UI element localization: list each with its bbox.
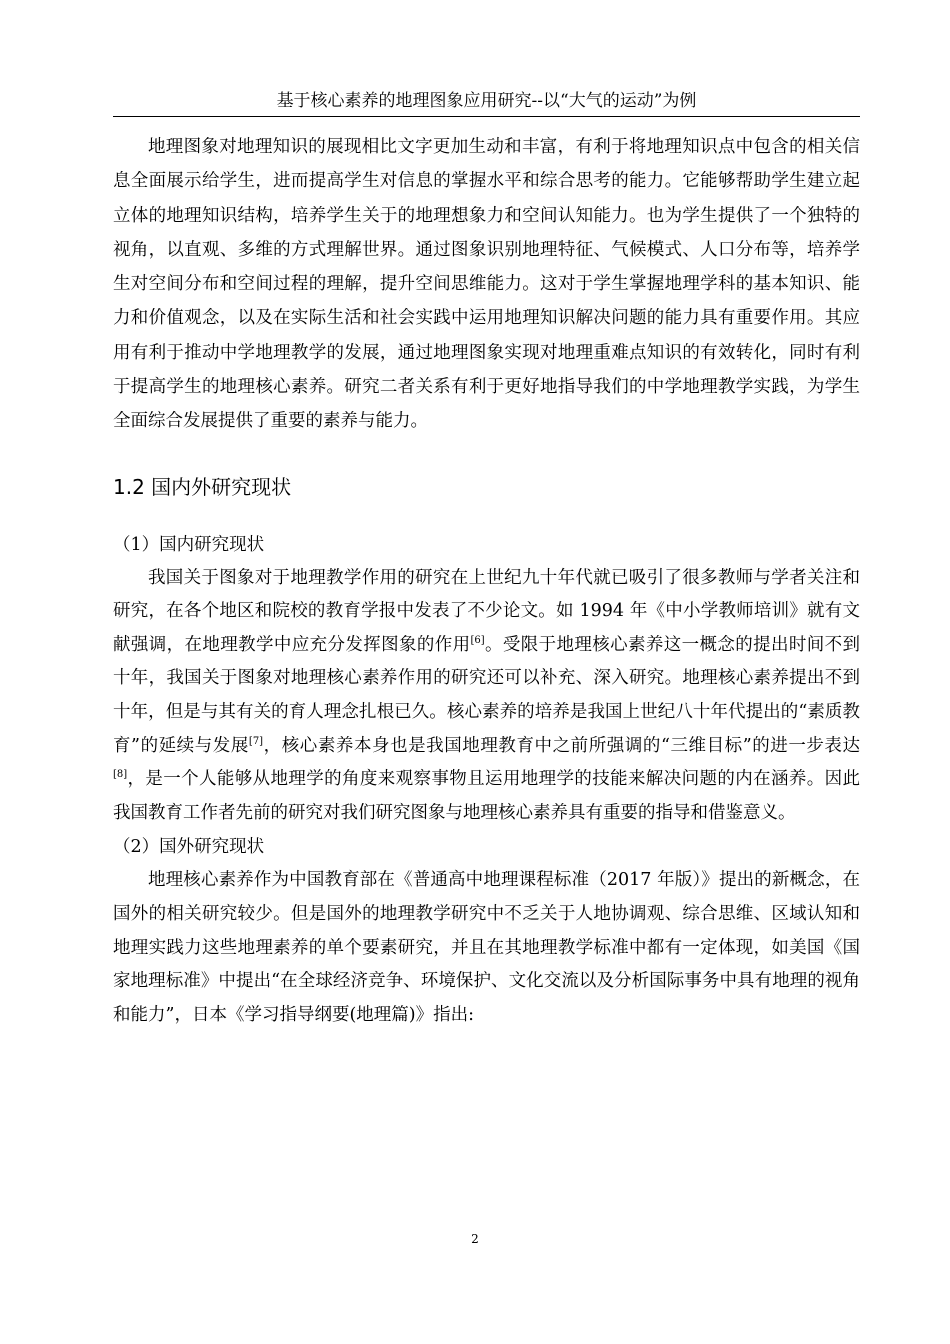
page-number: 2 [471, 1232, 479, 1246]
running-header: 基于核心素养的地理图象应用研究--以“大气的运动”为例 [276, 91, 697, 111]
header-rule [113, 116, 860, 117]
section-heading: 1.2 国内外研究现状 [113, 474, 292, 499]
subheading-foreign: （2）国外研究现状 [113, 837, 265, 858]
paragraph-text: ，核心素养本身也是我国地理教育中之前所强调的“三维目标”的进一步表达 [263, 735, 860, 756]
citation-8[interactable]: [8] [113, 769, 128, 781]
paragraph-text: 我国关于图象对于地理教学作用的研究在上世纪九十年代就已吸引了很多教师与学者关注和研究，在各个地区和院校的教育学报中发表了不少论文。如 1994 年《中小学教师培训》就有文献强调，在地理教学中应充分发挥图象的作用 [113, 567, 860, 655]
spacer [113, 500, 860, 528]
paragraph-domestic [113, 562, 860, 831]
paragraph-text: ，是一个人能够从地理学的角度来观察事物且运用地理学的技能来解决问题的内在涵养。因此我国教育工作者先前的研究对我们研究图象与地理核心素养具有重要的指导和借鉴意义。 [113, 769, 860, 823]
paragraph-intro: 地理图象对地理知识的展现相比文字更加生动和丰富，有利于将地理知识点中包含的相关信息全面展示给学生，进而提高学生对信息的掌握水平和综合思考的能力。它能够帮助学生建立起立体的地理知识结构，培养学生关于的地理想象力和空间认知能力。也为学生提供了一个独特的视角，以直观、多维的方式理解世界。通过图象识别地理特征、气候模式、人口分布等，培养学生对空间分布和空间过程的理解，提升空间思维能力。这对于学生掌握地理学科的基本知识、能力和价值观念，以及在实际生活和社会实践中运用地理知识解决问题的能力具有重要作用。其应用有利于推动中学地理教学的发展，通过地理图象实现对地理重难点知识的有效转化，同时有利于提高学生的地理核心素养。研究二者关系有利于更好地指导我们的中学地理教学实践，为学生全面综合发展提供了重要的素养与能力。 [113, 137, 860, 432]
citation-6[interactable]: [6] [470, 635, 485, 647]
paragraph-text: 。受限于地理核心素养这一概念的提出时间不到十年，我国关于图象对地理核心素养作用的研究还可以补充、深入研究。地理核心素养提出不到十年，但是与其有关的育人理念扎根已久。核心素养的培养是我国上世纪八十年代提出的“素质教育”的延续与发展 [113, 634, 861, 756]
subheading-domestic: （1）国内研究现状 [113, 534, 265, 555]
page-body [113, 130, 860, 1032]
spacer [113, 439, 860, 474]
paragraph-foreign: 地理核心素养作为中国教育部在《普通高中地理课程标准（2017 年版）》提出的新概念，在国外的相关研究较少。但是国外的地理教学研究中不乏关于人地协调观、综合思维、区域认知和地理实践力这些地理素养的单个要素研究，并且在其地理教学标准中都有一定体现，如美国《国家地理标准》中提出“在全球经济竞争、环境保护、文化交流以及分析国际事务中具有地理的视角和能力”，日本《学习指导纲要(地理篇)》指出: [113, 870, 860, 1025]
citation-7[interactable]: [7] [248, 735, 264, 747]
